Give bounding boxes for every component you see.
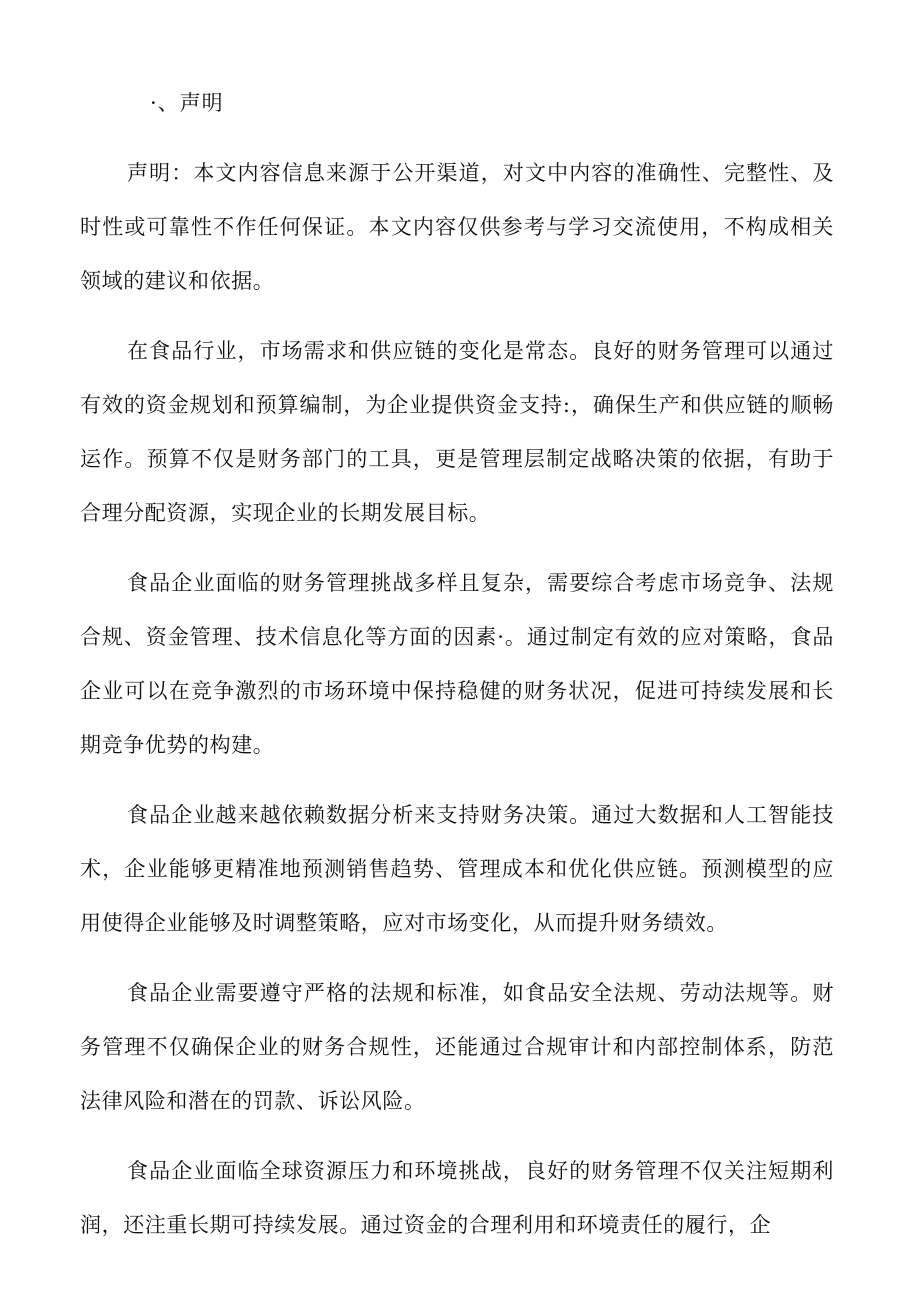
paragraph-data-analysis: 食品企业越来越依赖数据分析来支持财务决策。通过大数据和人工智能技术，企业能够更精准地预测销售趋势、管理成本和优化供应链。预测模型的应用使得企业能够及时调整策略，应对市场变化，从而提升财务绩效。: [80, 803, 834, 935]
section-heading: ·、声明: [150, 91, 224, 115]
paragraph-sustainability: 食品企业面临全球资源压力和环境挑战，良好的财务管理不仅关注短期利润，还注重长期可持续发展。通过资金的合理利用和环境责任的履行，企: [80, 1159, 834, 1237]
document-body: [80, 146, 834, 1268]
paragraph-compliance: 食品企业需要遵守严格的法规和标准，如食品安全法规、劳动法规等。财务管理不仅确保企业的财务合规性，还能通过合规审计和内部控制体系，防范法律风险和潜在的罚款、诉讼风险。: [80, 981, 834, 1113]
paragraph-financial-challenges: 食品企业面临的财务管理挑战多样且复杂，需要综合考虑市场竞争、法规合规、资金管理、技术信息化等方面的因素·。通过制定有效的应对策略，食品企业可以在竞争激烈的市场环境中保持稳健的财务状况，促进可持续发展和长期竞争优势的构建。: [80, 571, 834, 757]
paragraph-disclaimer: 声明：本文内容信息来源于公开渠道，对文中内容的准确性、完整性、及时性或可靠性不作任何保证。本文内容仅供参考与学习交流使用，不构成相关领域的建议和依据。: [80, 161, 834, 293]
paragraph-market-demand: 在食品行业，市场需求和供应链的变化是常态。良好的财务管理可以通过有效的资金规划和预算编制，为企业提供资金支持:，确保生产和供应链的顺畅运作。预算不仅是财务部门的工具，更是管理层制定战略决策的依据，有助于合理分配资源，实现企业的长期发展目标。: [80, 339, 834, 525]
